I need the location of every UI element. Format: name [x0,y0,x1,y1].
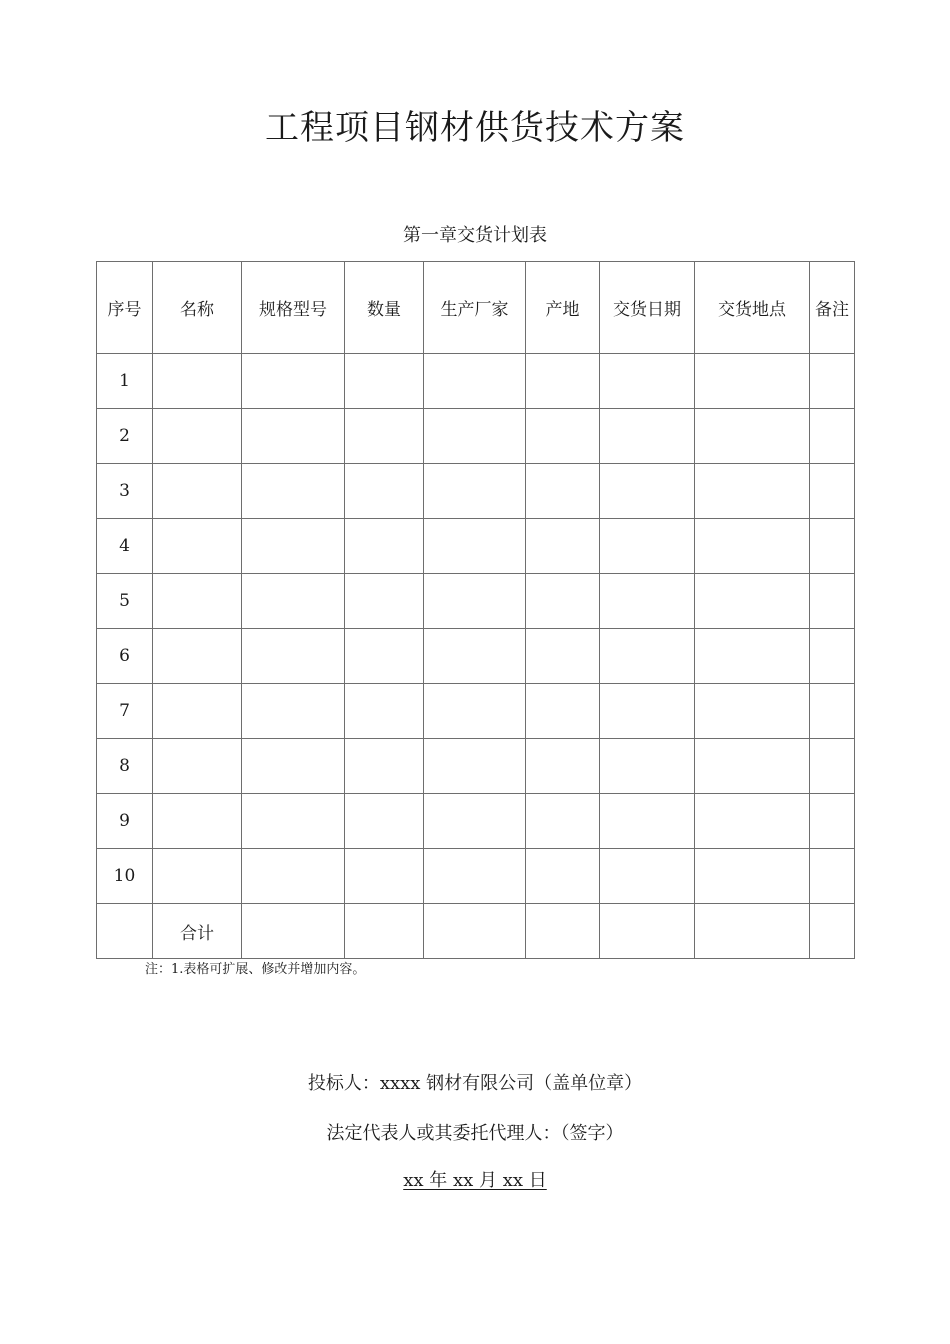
document-title: 工程项目钢材供货技术方案 [265,108,685,148]
cell-manufacturer [424,574,526,629]
table-footnote: 注：1.表格可扩展、修改并增加内容。 [145,962,366,977]
row-index: 2 [97,409,153,464]
cell-delivery-date [600,464,695,519]
cell-origin [526,904,600,959]
cell-delivery-place [695,794,810,849]
cell-delivery-place [695,519,810,574]
cell-manufacturer [424,739,526,794]
table-row [97,574,855,629]
cell-spec [242,629,345,684]
cell-origin [526,464,600,519]
cell-delivery-place [695,684,810,739]
cell-remarks [810,739,855,794]
cell-name [153,574,242,629]
cell-remarks [810,684,855,739]
cell-spec [242,464,345,519]
cell-delivery-place [695,409,810,464]
cell-remarks [810,904,855,959]
header-quantity: 数量 [345,262,424,354]
cell-delivery-date [600,574,695,629]
cell-origin [526,354,600,409]
cell-delivery-date [600,849,695,904]
cell-manufacturer [424,354,526,409]
cell-manufacturer [424,464,526,519]
row-index: 4 [97,519,153,574]
table-caption: 第一章交货计划表 [403,225,547,246]
header-remarks: 备注 [810,262,855,354]
row-index: 6 [97,629,153,684]
cell-quantity [345,574,424,629]
cell-quantity [345,794,424,849]
row-index: 9 [97,794,153,849]
cell-delivery-date [600,684,695,739]
cell-remarks [810,849,855,904]
cell-spec [242,684,345,739]
cell-manufacturer [424,519,526,574]
cell-manufacturer [424,794,526,849]
row-index: 1 [97,354,153,409]
cell-spec [242,409,345,464]
cell-delivery-place [695,849,810,904]
table-row [97,684,855,739]
row-index: 5 [97,574,153,629]
cell-spec [242,519,345,574]
cell-spec [242,354,345,409]
cell-remarks [810,354,855,409]
cell-spec [242,794,345,849]
cell-delivery-place [695,739,810,794]
cell-delivery-place [695,629,810,684]
cell-manufacturer [424,904,526,959]
cell-manufacturer [424,629,526,684]
row-index: 3 [97,464,153,519]
cell-remarks [810,464,855,519]
cell-spec [242,849,345,904]
table-header-row [97,262,855,354]
cell-name [153,684,242,739]
cell-origin [526,794,600,849]
row-index: 7 [97,684,153,739]
cell-delivery-date [600,794,695,849]
date-text: xx 年 xx 月 xx 日 [403,1170,547,1191]
header-origin: 产地 [526,262,600,354]
table-total-row [97,904,855,959]
table-row [97,794,855,849]
bidder-line: 投标人：xxxx 钢材有限公司（盖单位章） [307,1073,643,1094]
table-row [97,464,855,519]
header-delivery-date: 交货日期 [600,262,695,354]
cell-delivery-date [600,904,695,959]
cell-manufacturer [424,409,526,464]
cell-name [153,849,242,904]
cell-delivery-place [695,354,810,409]
table-row [97,629,855,684]
cell-remarks [810,409,855,464]
table-row [97,354,855,409]
cell-quantity [345,464,424,519]
table-row [97,739,855,794]
cell-name [153,629,242,684]
cell-name [153,409,242,464]
row-index: 10 [97,849,153,904]
cell-quantity [345,629,424,684]
cell-delivery-place [695,464,810,519]
header-delivery-place: 交货地点 [695,262,810,354]
total-label: 合计 [153,904,242,959]
cell-remarks [810,794,855,849]
cell-manufacturer [424,684,526,739]
cell-quantity [345,849,424,904]
cell-delivery-date [600,739,695,794]
cell-origin [526,409,600,464]
table-row [97,849,855,904]
cell-name [153,794,242,849]
cell-delivery-date [600,629,695,684]
cell-origin [526,574,600,629]
cell-quantity [345,904,424,959]
header-name: 名称 [153,262,242,354]
cell-origin [526,684,600,739]
cell-origin [526,849,600,904]
cell-quantity [345,409,424,464]
cell-delivery-date [600,354,695,409]
cell-remarks [810,629,855,684]
table-row [97,519,855,574]
table-row [97,409,855,464]
cell-name [153,519,242,574]
cell-manufacturer [424,849,526,904]
representative-line: 法定代表人或其委托代理人：（签字） [326,1123,624,1144]
cell-spec [242,574,345,629]
cell-quantity [345,354,424,409]
cell-remarks [810,574,855,629]
delivery-plan-table [96,261,855,959]
cell-delivery-place [695,574,810,629]
cell-delivery-date [600,409,695,464]
header-manufacturer: 生产厂家 [424,262,526,354]
cell-quantity [345,739,424,794]
cell-remarks [810,519,855,574]
cell-spec [242,904,345,959]
date-line [0,1167,950,1195]
row-index: 8 [97,739,153,794]
cell-name [153,739,242,794]
cell-delivery-place [695,904,810,959]
cell-spec [242,739,345,794]
cell-origin [526,519,600,574]
header-index: 序号 [97,262,153,354]
cell-quantity [345,519,424,574]
cell-name [153,464,242,519]
cell-origin [526,629,600,684]
total-index-cell [97,904,153,959]
cell-delivery-date [600,519,695,574]
cell-name [153,354,242,409]
header-spec: 规格型号 [242,262,345,354]
cell-origin [526,739,600,794]
cell-quantity [345,684,424,739]
